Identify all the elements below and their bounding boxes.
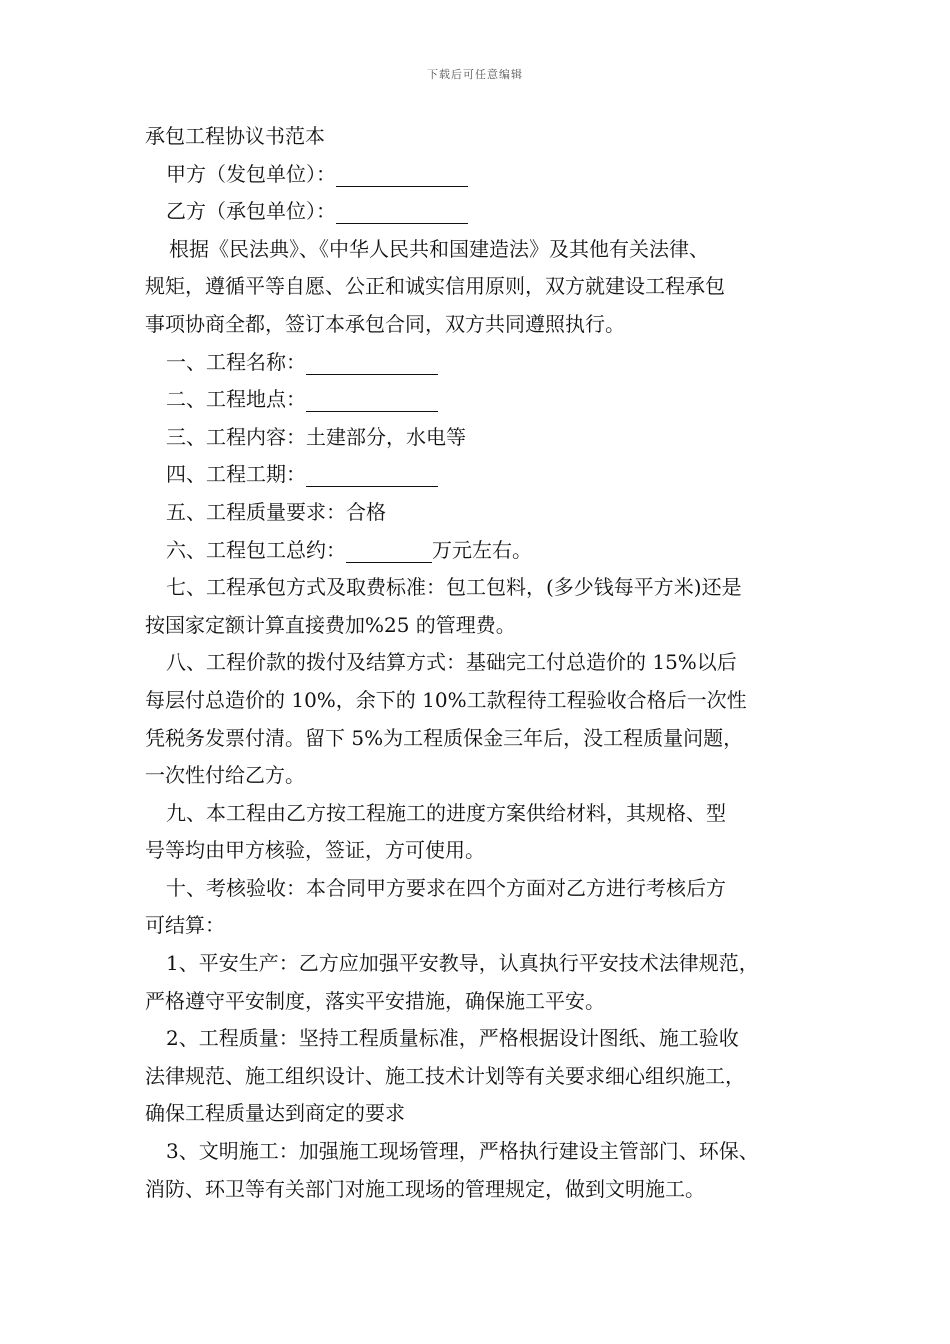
item-materials: 号等均由甲方核验，签证，方可使用。 — [145, 838, 485, 863]
total-contract-blank — [346, 538, 432, 563]
item-total-contract-suffix: 万元左右。 — [432, 537, 532, 562]
item-project-location-label: 二、工程地点： — [166, 387, 306, 412]
party-b-line — [145, 193, 817, 231]
item-total-contract-label: 六、工程包工总约： — [166, 537, 346, 562]
party-a-line — [145, 156, 817, 194]
sub-item-safety: 严格遵守平安制度，落实平安措施，确保施工平安。 — [145, 988, 605, 1013]
party-a-label: 甲方（发包单位）： — [166, 161, 336, 186]
item-payment: 每层付总造价的 10%，余下的 10%工款程待工程验收合格后一次性 — [145, 687, 747, 712]
item-project-duration — [145, 456, 817, 494]
item-acceptance: 十、考核验收：本合同甲方要求在四个方面对乙方进行考核后方 — [166, 875, 726, 900]
item-contract-method: 按国家定额计算直接费加%25 的管理费。 — [145, 612, 516, 637]
sub-item-civilized: 3、文明施工：加强施工现场管理，严格执行建设主管部门、环保、 — [166, 1139, 759, 1164]
item-acceptance: 可结算： — [145, 913, 225, 938]
item-contract-method: 七、工程承包方式及取费标准：包工包料，(多少钱每平方米)还是 — [166, 575, 742, 600]
sub-item-civilized: 消防、环卫等有关部门对施工现场的管理规定，做到文明施工。 — [145, 1176, 705, 1201]
intro-line: 根据《民法典》、《中华人民共和国建造法》及其他有关法律、 — [169, 236, 709, 261]
page-header-note: 下载后可任意编辑 — [427, 68, 523, 81]
document-title: 承包工程协议书范本 — [145, 124, 325, 148]
item-payment: 凭税务发票付清。留下 5%为工程质保金三年后，没工程质量问题， — [145, 725, 744, 750]
intro-line: 事项协商全都，签订本承包合同，双方共同遵照执行。 — [145, 311, 625, 336]
item-payment: 一次性付给乙方。 — [145, 763, 305, 788]
item-materials: 九、本工程由乙方按工程施工的进度方案供给材料，其规格、型 — [166, 800, 726, 825]
party-b-label: 乙方（承包单位）： — [166, 199, 336, 224]
project-duration-blank — [306, 462, 438, 487]
item-payment: 八、工程价款的拨付及结算方式：基础完工付总造价的 15%以后 — [166, 650, 737, 675]
sub-item-safety: 1、平安生产：乙方应加强平安教导，认真执行平安技术法律规范， — [166, 951, 759, 976]
item-quality-requirement: 五、工程质量要求：合格 — [166, 499, 386, 524]
item-project-name-label: 一、工程名称： — [166, 349, 306, 374]
sub-item-quality: 2、工程质量：坚持工程质量标准，严格根据设计图纸、施工验收 — [166, 1026, 739, 1051]
sub-item-quality: 确保工程质量达到商定的要求 — [145, 1101, 405, 1126]
item-total-contract — [145, 532, 817, 570]
project-name-blank — [306, 350, 438, 375]
item-project-duration-label: 四、工程工期： — [166, 462, 306, 487]
item-project-name — [145, 344, 817, 382]
project-location-blank — [306, 387, 438, 412]
item-project-content: 三、工程内容：土建部分，水电等 — [166, 424, 466, 449]
document-body — [145, 118, 817, 1208]
party-a-blank — [336, 162, 468, 187]
item-project-location — [145, 381, 817, 419]
party-b-blank — [336, 199, 468, 224]
intro-line: 规矩，遵循平等自愿、公正和诚实信用原则，双方就建设工程承包 — [145, 274, 725, 299]
sub-item-quality: 法律规范、施工组织设计、施工技术计划等有关要求细心组织施工， — [145, 1063, 745, 1088]
